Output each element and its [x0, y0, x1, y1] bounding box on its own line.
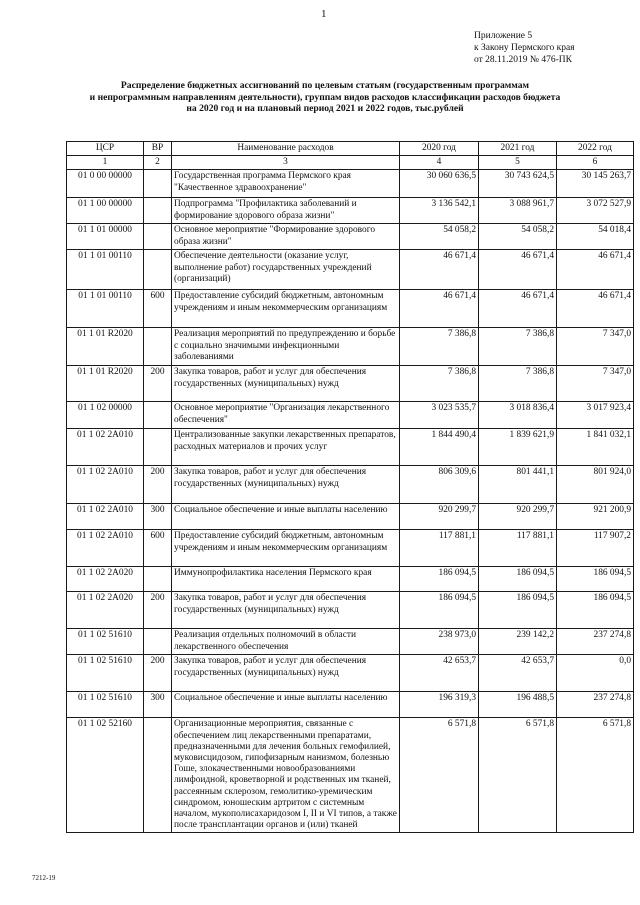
title-line: Распределение бюджетных ассигнований по целевым статьям (государственным программам — [120, 80, 530, 91]
appendix-line: к Закону Пермского края — [474, 43, 575, 53]
name-cell: Основное мероприятие "Формирование здорового образа жизни" — [172, 224, 400, 250]
name-cell: Государственная программа Пермского края "Качественное здравоохранение" — [172, 170, 400, 198]
amount-2020-cell: 30 060 636,5 — [400, 170, 479, 198]
header-cell: Наименование расходов — [172, 142, 400, 156]
header-cell: 2021 год — [479, 142, 557, 156]
table-row — [67, 250, 634, 290]
table-row — [67, 629, 634, 655]
amount-2022-cell: 6 571,8 — [557, 718, 634, 833]
name-cell: Основное мероприятие "Организация лекарственного обеспечения" — [172, 402, 400, 429]
amount-2022-cell: 186 094,5 — [557, 567, 634, 592]
amount-2021-cell: 1 839 621,9 — [479, 429, 557, 466]
csr-cell: 01 1 01 R2020 — [67, 366, 144, 402]
column-number: 6 — [557, 156, 634, 170]
vr-cell — [144, 224, 172, 250]
vr-cell: 600 — [144, 290, 172, 328]
amount-2021-cell: 7 386,8 — [479, 366, 557, 402]
amount-2021-cell: 920 299,7 — [479, 504, 557, 530]
amount-2022-cell: 1 841 032,1 — [557, 429, 634, 466]
name-cell: Закупка товаров, работ и услуг для обеспечения государственных (муниципальных) нужд — [172, 466, 400, 504]
header-cell: 2022 год — [557, 142, 634, 156]
amount-2020-cell: 54 058,2 — [400, 224, 479, 250]
amount-2022-cell: 3 072 527,9 — [557, 198, 634, 224]
name-cell: Реализация отдельных полномочий в области лекарственного обеспечения — [172, 629, 400, 655]
page-number: 1 — [321, 8, 327, 20]
column-number: 5 — [479, 156, 557, 170]
amount-2022-cell: 117 907,2 — [557, 530, 634, 567]
amount-2020-cell: 186 094,5 — [400, 592, 479, 629]
amount-2021-cell: 54 058,2 — [479, 224, 557, 250]
amount-2020-cell: 46 671,4 — [400, 250, 479, 290]
name-cell: Централизованные закупки лекарственных препаратов, расходных материалов и прочих услуг — [172, 429, 400, 466]
amount-2022-cell: 7 347,0 — [557, 328, 634, 366]
vr-cell: 200 — [144, 466, 172, 504]
vr-cell: 200 — [144, 655, 172, 692]
amount-2022-cell: 0,0 — [557, 655, 634, 692]
csr-cell: 01 1 02 51610 — [67, 629, 144, 655]
vr-cell: 200 — [144, 366, 172, 402]
table-row — [67, 429, 634, 466]
amount-2022-cell: 921 200,9 — [557, 504, 634, 530]
amount-2021-cell: 186 094,5 — [479, 567, 557, 592]
name-cell: Предоставление субсидий бюджетным, автономным учреждениям и иным некоммерческим организациям — [172, 290, 400, 328]
table-row — [67, 290, 634, 328]
amount-2022-cell: 237 274,8 — [557, 692, 634, 718]
appendix-line: Приложение 5 — [474, 31, 533, 41]
vr-cell — [144, 328, 172, 366]
name-cell: Социальное обеспечение и иные выплаты населению — [172, 692, 400, 718]
table-row — [67, 366, 634, 402]
vr-cell — [144, 198, 172, 224]
table-row — [67, 224, 634, 250]
column-number: 4 — [400, 156, 479, 170]
amount-2020-cell: 196 319,3 — [400, 692, 479, 718]
amount-2021-cell: 46 671,4 — [479, 250, 557, 290]
header-row — [67, 142, 634, 156]
column-number-row — [67, 156, 634, 170]
vr-cell — [144, 718, 172, 833]
amount-2020-cell: 7 386,8 — [400, 328, 479, 366]
amount-2021-cell: 30 743 624,5 — [479, 170, 557, 198]
csr-cell: 01 0 00 00000 — [67, 170, 144, 198]
table-row — [67, 198, 634, 224]
amount-2022-cell: 54 018,4 — [557, 224, 634, 250]
title-line: и непрограммным направлениям деятельности), группам видов расходов классификации расходов бюджета — [89, 91, 561, 103]
appendix-note — [474, 30, 575, 66]
document-title — [70, 80, 580, 115]
amount-2020-cell: 186 094,5 — [400, 567, 479, 592]
amount-2021-cell: 3 018 836,4 — [479, 402, 557, 429]
amount-2021-cell: 42 653,7 — [479, 655, 557, 692]
amount-2022-cell: 801 924,0 — [557, 466, 634, 504]
table-row — [67, 567, 634, 592]
csr-cell: 01 1 02 2A010 — [67, 530, 144, 567]
amount-2021-cell: 3 088 961,7 — [479, 198, 557, 224]
amount-2020-cell: 117 881,1 — [400, 530, 479, 567]
amount-2021-cell: 186 094,5 — [479, 592, 557, 629]
table-row — [67, 328, 634, 366]
vr-cell: 200 — [144, 592, 172, 629]
name-cell: Закупка товаров, работ и услуг для обеспечения государственных (муниципальных) нужд — [172, 655, 400, 692]
vr-cell — [144, 429, 172, 466]
vr-cell: 300 — [144, 504, 172, 530]
name-cell: Обеспечение деятельности (оказание услуг, выполнение работ) государственных учреждений (организаций) — [172, 250, 400, 290]
appendix-line: от 28.11.2019 № 476-ПК — [474, 55, 572, 65]
amount-2020-cell: 46 671,4 — [400, 290, 479, 328]
amount-2020-cell: 3 136 542,1 — [400, 198, 479, 224]
csr-cell: 01 1 02 2A010 — [67, 429, 144, 466]
vr-cell — [144, 567, 172, 592]
csr-cell: 01 1 02 2A020 — [67, 567, 144, 592]
csr-cell: 01 1 02 52160 — [67, 718, 144, 833]
amount-2020-cell: 1 844 490,4 — [400, 429, 479, 466]
amount-2020-cell: 238 973,0 — [400, 629, 479, 655]
amount-2021-cell: 239 142,2 — [479, 629, 557, 655]
amount-2022-cell: 46 671,4 — [557, 250, 634, 290]
name-cell: Закупка товаров, работ и услуг для обеспечения государственных (муниципальных) нужд — [172, 366, 400, 402]
table-row — [67, 718, 634, 833]
column-number: 2 — [144, 156, 172, 170]
csr-cell: 01 1 02 00000 — [67, 402, 144, 429]
name-cell: Социальное обеспечение и иные выплаты населению — [172, 504, 400, 530]
csr-cell: 01 1 02 2A010 — [67, 504, 144, 530]
amount-2020-cell: 42 653,7 — [400, 655, 479, 692]
csr-cell: 01 1 02 51610 — [67, 692, 144, 718]
amount-2020-cell: 920 299,7 — [400, 504, 479, 530]
csr-cell: 01 1 02 51610 — [67, 655, 144, 692]
amount-2021-cell: 801 441,1 — [479, 466, 557, 504]
header-cell: ВР — [144, 142, 172, 156]
table-row — [67, 466, 634, 504]
name-cell: Закупка товаров, работ и услуг для обеспечения государственных (муниципальных) нужд — [172, 592, 400, 629]
amount-2022-cell: 30 145 263,7 — [557, 170, 634, 198]
name-cell: Организационные мероприятия, связанные с обеспечением лиц лекарственными препаратами, предназначенными для лечения больных гемофилией, муковисцидозом, гипофизарным нанизмом, болезнью Гоше, злокачественными новообразованиями лимфоидной, кроветворной и родственных им тканей, рассеянным склерозом, гемолитико-уремическим синдромом, юношеским артритом с системным началом, мукополисахаридозом I, II и VI типов, а также после трансплантации органов и (или) тканей — [172, 718, 400, 833]
column-number: 1 — [67, 156, 144, 170]
amount-2022-cell: 7 347,0 — [557, 366, 634, 402]
table-row — [67, 655, 634, 692]
amount-2021-cell: 46 671,4 — [479, 290, 557, 328]
table-row — [67, 504, 634, 530]
vr-cell: 600 — [144, 530, 172, 567]
amount-2020-cell: 3 023 535,7 — [400, 402, 479, 429]
name-cell: Подпрограмма "Профилактика заболеваний и формирование здорового образа жизни" — [172, 198, 400, 224]
amount-2021-cell: 6 571,8 — [479, 718, 557, 833]
vr-cell — [144, 250, 172, 290]
vr-cell — [144, 170, 172, 198]
budget-table — [66, 141, 634, 833]
amount-2022-cell: 237 274,8 — [557, 629, 634, 655]
table-row — [67, 170, 634, 198]
amount-2021-cell: 196 488,5 — [479, 692, 557, 718]
csr-cell: 01 1 00 00000 — [67, 198, 144, 224]
csr-cell: 01 1 02 2A010 — [67, 466, 144, 504]
table-row — [67, 692, 634, 718]
amount-2021-cell: 7 386,8 — [479, 328, 557, 366]
document-code: 7212-19 — [32, 874, 56, 882]
name-cell: Реализация мероприятий по предупреждению и борьбе с социально значимыми инфекционными заболеваниями — [172, 328, 400, 366]
amount-2022-cell: 3 017 923,4 — [557, 402, 634, 429]
name-cell: Иммунопрофилактика населения Пермского края — [172, 567, 400, 592]
csr-cell: 01 1 01 00110 — [67, 290, 144, 328]
column-number: 3 — [172, 156, 400, 170]
amount-2020-cell: 806 309,6 — [400, 466, 479, 504]
header-cell: ЦСР — [67, 142, 144, 156]
vr-cell — [144, 629, 172, 655]
amount-2022-cell: 46 671,4 — [557, 290, 634, 328]
amount-2022-cell: 186 094,5 — [557, 592, 634, 629]
title-line: на 2020 год и на плановый период 2021 и 2022 годов, тыс.рублей — [186, 103, 464, 114]
table-row — [67, 530, 634, 567]
csr-cell: 01 1 01 R2020 — [67, 328, 144, 366]
name-cell: Предоставление субсидий бюджетным, автономным учреждениям и иным некоммерческим организациям — [172, 530, 400, 567]
amount-2021-cell: 117 881,1 — [479, 530, 557, 567]
csr-cell: 01 1 01 00000 — [67, 224, 144, 250]
table-row — [67, 402, 634, 429]
csr-cell: 01 1 01 00110 — [67, 250, 144, 290]
amount-2020-cell: 6 571,8 — [400, 718, 479, 833]
csr-cell: 01 1 02 2A020 — [67, 592, 144, 629]
vr-cell — [144, 402, 172, 429]
amount-2020-cell: 7 386,8 — [400, 366, 479, 402]
vr-cell: 300 — [144, 692, 172, 718]
table-row — [67, 592, 634, 629]
header-cell: 2020 год — [400, 142, 479, 156]
